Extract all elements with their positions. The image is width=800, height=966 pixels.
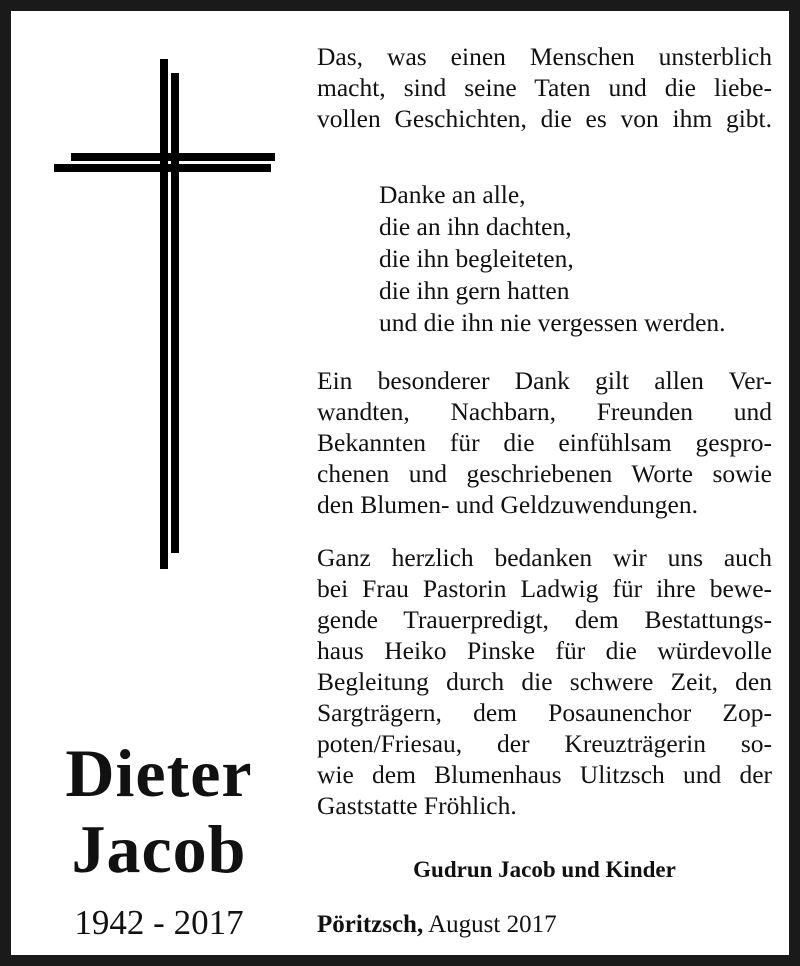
place-name: Pöritzsch, — [317, 911, 424, 938]
life-years: 1942 - 2017 — [74, 903, 244, 942]
special-line: Ganz herzlich bedanken wir uns auch — [317, 543, 772, 572]
special-line: bei Frau Pastorin Ladwig für ihre bewe- — [317, 574, 772, 603]
deceased-last-name: Jacob — [71, 811, 247, 887]
signature: Gudrun Jacob und Kinder — [413, 857, 676, 882]
special-line: poten/Friesau, der Kreuzträgerin so- — [317, 729, 772, 758]
quote-block — [317, 41, 772, 134]
thanks-line: chenen und geschriebenen Worte sowie — [317, 459, 772, 488]
poem-block — [379, 179, 779, 339]
thanks-block — [317, 365, 772, 520]
special-line: Begleitung durch die schwere Zeit, den — [317, 667, 772, 696]
deceased-first-name: Dieter — [65, 735, 253, 811]
quote-line: Das, was einen Menschen unsterblich — [317, 42, 772, 71]
special-line: haus Heiko Pinske für die würdevolle — [317, 636, 772, 665]
special-thanks-block — [317, 542, 772, 821]
poem-line: und die ihn nie vergessen werden. — [379, 308, 726, 337]
special-line: Gaststatte Fröhlich. — [317, 791, 517, 820]
cross-icon — [45, 49, 275, 569]
special-line: gende Trauerpredigt, dem Bestattungs- — [317, 605, 772, 634]
special-line: Sargträgern, dem Posaunenchor Zop- — [317, 698, 772, 727]
thanks-line: Bekannten für die einfühlsam gespro- — [317, 428, 772, 457]
place-date-line — [317, 909, 557, 941]
thanks-line: Ein besonderer Dank gilt allen Ver- — [317, 366, 772, 395]
thanks-line: den Blumen- und Geldzuwendungen. — [317, 490, 698, 519]
date: August 2017 — [428, 911, 557, 938]
quote-line: vollen Geschichten, die es von ihm gibt. — [317, 104, 772, 133]
special-line: wie dem Blumenhaus Ulitzsch und der — [317, 760, 772, 789]
thanks-line: wandten, Nachbarn, Freunden und — [317, 397, 772, 426]
poem-line: die ihn begleiteten, — [379, 244, 574, 273]
poem-line: die an ihn dachten, — [379, 212, 572, 241]
poem-line: die ihn gern hatten — [379, 276, 570, 305]
poem-line: Danke an alle, — [379, 180, 526, 209]
quote-line: macht, sind seine Taten und die liebe- — [317, 73, 772, 102]
